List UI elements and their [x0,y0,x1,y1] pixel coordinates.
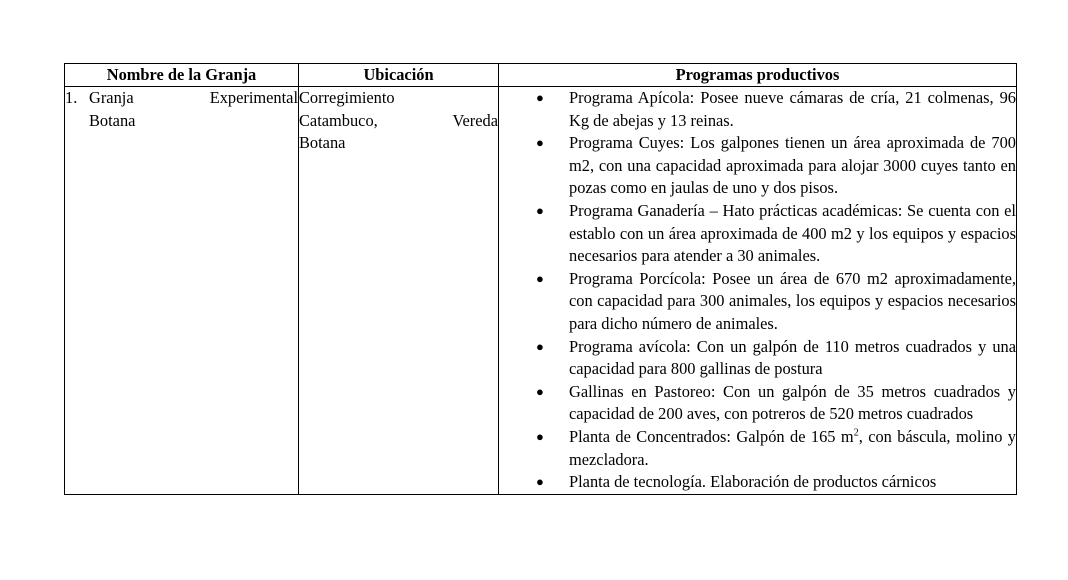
header-location: Ubicación [299,64,499,87]
location-line3: Botana [299,133,346,153]
program-text: Programa Ganadería – Hato prácticas académicas: Se cuenta con el establo con un área aproximada de 400 m2 y los equipos y espacios necesarios para atender a 30 animales. [569,200,1016,266]
farm-name-cell [65,87,299,495]
list-item [499,268,1016,336]
list-item [499,381,1016,426]
header-farm-name: Nombre de la Granja [65,64,299,87]
program-text: Gallinas en Pastoreo: Con un galpón de 35 metros cuadrados y capacidad de 200 aves, con potreros de 520 metros cuadrados [569,381,1016,424]
list-item [499,200,1016,268]
bullet-icon: ● [536,383,544,399]
bullet-icon: ● [536,135,544,151]
bullet-icon: ● [536,270,544,286]
list-item [499,132,1016,200]
farm-name-line2: Botana [89,110,136,130]
bullet-icon: ● [536,428,544,444]
location-line1: Corregimiento [299,88,395,107]
program-text: Planta de tecnología. Elaboración de productos cárnicos [569,472,937,492]
programs-list [499,87,1016,494]
program-text-suffix: , con báscula, molino y mezcladora. [569,426,1017,469]
bullet-icon: ● [536,474,544,490]
location-line2: Catambuco, Vereda [299,110,498,130]
farms-table [64,63,1017,495]
table-row [65,87,1017,495]
program-text: Programa avícola: Con un galpón de 110 metros cuadrados y una capacidad para 800 gallinas de postura [569,336,1016,379]
farm-name-line1: Granja Experimental [89,88,298,107]
program-text: Programa Apícola: Posee nueve cámaras de cría, 21 colmenas, 96 Kg de abejas y 13 reinas. [569,88,1016,130]
superscript: 2 [853,427,859,439]
farm-number: 1. [65,88,78,107]
header-programs: Programas productivos [499,64,1017,87]
list-item [499,471,1016,494]
list-item [499,87,1016,132]
program-text-prefix: Planta de Concentrados: Galpón de 165 m [569,426,854,446]
program-text: Programa Cuyes: Los galpones tienen un área aproximada de 700 m2, con una capacidad aproximada para alojar 3000 cuyes tanto en pozas como en jaulas de uno y dos pisos. [569,133,1016,198]
list-item [499,336,1016,381]
bullet-icon: ● [536,338,544,354]
location-cell [299,87,499,495]
program-text: Programa Porcícola: Posee un área de 670 m2 aproximadamente, con capacidad para 300 animales, los equipos y espacios necesarios para dicho número de animales. [569,268,1016,333]
bullet-icon: ● [536,90,544,105]
table-header-row [65,64,1017,87]
programs-cell [499,87,1017,495]
list-item [499,426,1016,471]
bullet-icon: ● [536,202,544,218]
